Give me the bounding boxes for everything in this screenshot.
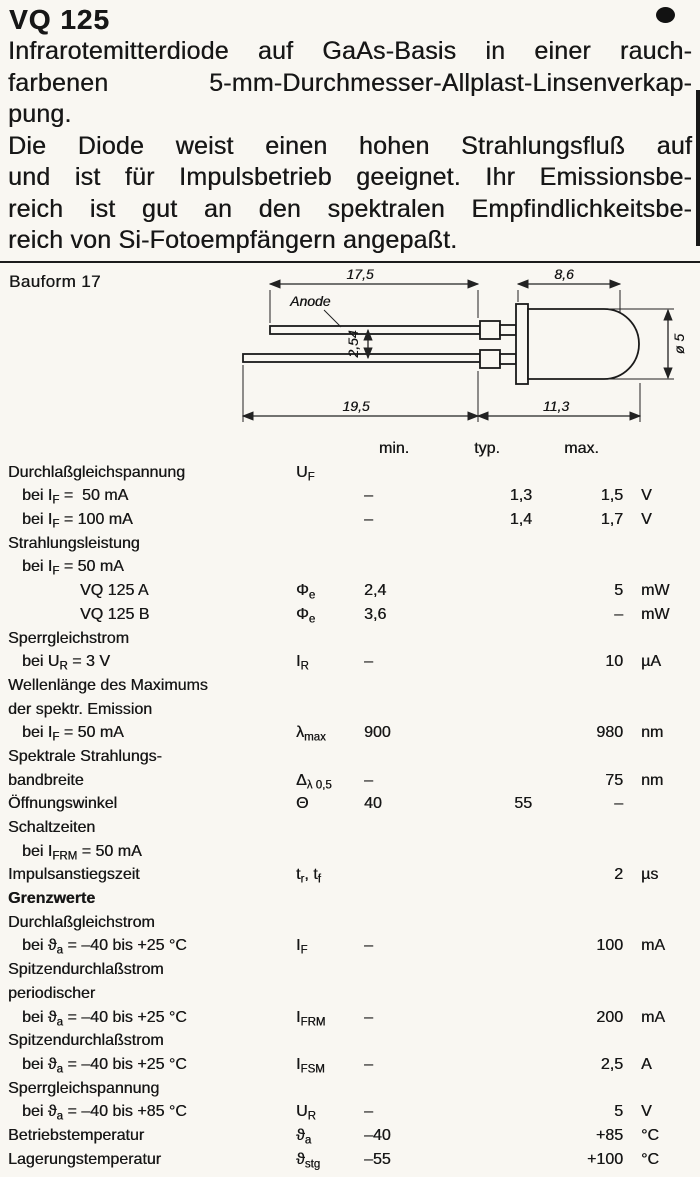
intro-line: reich ist gut an den spektralen Empfindlichkeitsbe- bbox=[8, 194, 692, 223]
dim-11-3: 11,3 bbox=[542, 398, 570, 414]
cell-label: Lagerungstemperatur bbox=[8, 1150, 161, 1168]
cell-typ bbox=[436, 745, 538, 769]
cell-min: – bbox=[364, 511, 373, 529]
spec-table bbox=[0, 437, 700, 1171]
cell-max bbox=[538, 982, 625, 1006]
cell-min: – bbox=[364, 487, 373, 505]
cell-symbol bbox=[290, 627, 352, 651]
cell-typ bbox=[436, 887, 538, 911]
cell-label: bei $ϑ_a = -40$ bis +25 °C bbox=[22, 1008, 187, 1028]
cell-label: bei $I_F = 50$ mA bbox=[22, 558, 124, 578]
cell-symbol bbox=[290, 674, 352, 698]
cell-symbol: $\lambda_{max}$ bbox=[296, 724, 326, 744]
cell-min: – bbox=[364, 1008, 373, 1026]
cell-symbol bbox=[290, 484, 352, 508]
cell-unit bbox=[625, 840, 700, 864]
cell-max bbox=[538, 887, 625, 911]
dim-2-54: 2,54 bbox=[345, 330, 361, 358]
intro-text bbox=[8, 36, 692, 257]
cell-unit: mA bbox=[641, 1008, 665, 1026]
table-row bbox=[0, 1006, 700, 1030]
cell-symbol bbox=[290, 698, 352, 722]
led-body-dome bbox=[528, 309, 639, 379]
cell-min: –40 bbox=[364, 1126, 391, 1144]
column-header-min: min. bbox=[378, 440, 410, 457]
cell-label: Impulsanstiegszeit bbox=[8, 866, 140, 884]
cell-typ bbox=[436, 1077, 538, 1101]
page-title: VQ 125 bbox=[9, 4, 110, 35]
table-row bbox=[0, 745, 700, 769]
cell-min bbox=[352, 745, 436, 769]
cell-symbol: $ϑ_a$ bbox=[296, 1126, 312, 1147]
cell-label: bei $I_F = 50$ mA bbox=[22, 724, 124, 744]
cell-max: 5 bbox=[614, 1103, 623, 1121]
cell-label: Öffnungswinkel bbox=[8, 795, 118, 813]
cell-typ bbox=[436, 674, 538, 698]
cell-max: 1,5 bbox=[600, 487, 623, 505]
cell-max: 100 bbox=[596, 937, 623, 955]
cell-max bbox=[538, 1077, 625, 1101]
flange bbox=[516, 304, 528, 384]
cell-unit: °C bbox=[641, 1126, 659, 1144]
table-row bbox=[0, 555, 700, 579]
table-row bbox=[0, 508, 700, 532]
intro-line: Infrarotemitterdiode auf GaAs-Basis in einer rauch- bbox=[8, 37, 692, 65]
cell-unit: V bbox=[641, 1103, 652, 1121]
cell-max bbox=[538, 1029, 625, 1053]
intro-line: pung. bbox=[8, 100, 72, 128]
cell-unit: µs bbox=[641, 866, 659, 884]
cell-unit: °C bbox=[641, 1150, 659, 1168]
cell-label: Wellenlänge des Maximums bbox=[8, 676, 208, 694]
lead-top bbox=[270, 326, 480, 334]
table-row bbox=[0, 1053, 700, 1077]
cell-typ bbox=[436, 911, 538, 935]
anode-label: Anode bbox=[290, 293, 331, 309]
cell-typ bbox=[436, 1148, 538, 1177]
column-header-unit-spacer bbox=[625, 437, 700, 461]
cell-min: 3,6 bbox=[364, 605, 387, 623]
lead-bottom bbox=[243, 354, 480, 362]
cell-unit bbox=[625, 532, 700, 556]
table-row bbox=[0, 958, 700, 982]
cell-unit: mW bbox=[641, 582, 670, 600]
cell-max: – bbox=[614, 795, 623, 813]
cell-unit bbox=[625, 555, 700, 579]
intro-line: Die Diode weist einen hohen Strahlungsfluß auf bbox=[8, 131, 692, 160]
horizontal-divider bbox=[0, 261, 700, 263]
cell-min: 40 bbox=[364, 795, 382, 813]
cell-max: 200 bbox=[596, 1008, 623, 1026]
cell-max: 2 bbox=[614, 866, 623, 884]
lead-neck-top bbox=[500, 325, 516, 335]
cell-symbol: $U_R$ bbox=[296, 1103, 316, 1123]
cell-symbol bbox=[290, 958, 352, 982]
cell-max bbox=[538, 532, 625, 556]
cell-min: – bbox=[364, 1055, 373, 1073]
cell-unit: A bbox=[641, 1055, 652, 1073]
cell-typ: 1,4 bbox=[509, 511, 532, 529]
cell-label: VQ 125 B bbox=[80, 605, 150, 623]
registration-dot-icon bbox=[656, 7, 675, 23]
cell-max: – bbox=[614, 605, 623, 623]
cell-min: 2,4 bbox=[364, 582, 387, 600]
cell-min: – bbox=[364, 1103, 373, 1121]
cell-unit bbox=[625, 958, 700, 982]
table-row bbox=[0, 1124, 700, 1148]
table-row bbox=[0, 1029, 700, 1053]
cell-symbol: $\Delta_{\lambda 0,5}$ bbox=[296, 771, 332, 792]
cell-label: Sperrgleichspannung bbox=[8, 1079, 160, 1097]
cell-symbol: $I_F$ bbox=[296, 937, 308, 957]
cell-typ bbox=[436, 627, 538, 651]
lead-tab-bottom bbox=[480, 350, 500, 368]
cell-max bbox=[538, 816, 625, 840]
cell-unit bbox=[625, 911, 700, 935]
cell-max bbox=[538, 958, 625, 982]
dim-17-5: 17,5 bbox=[346, 266, 374, 282]
column-header-max: max. bbox=[564, 440, 599, 457]
cell-symbol bbox=[290, 840, 352, 864]
cell-typ bbox=[436, 816, 538, 840]
cell-min bbox=[352, 887, 436, 911]
anode-leader-line bbox=[324, 310, 341, 327]
cell-symbol bbox=[290, 1029, 352, 1053]
cell-min bbox=[352, 1077, 436, 1101]
cell-min: – bbox=[364, 771, 373, 789]
cell-label: bei $ϑ_a = -40$ bis +25 °C bbox=[22, 1055, 187, 1076]
cell-symbol: $I_{FRM}$ bbox=[296, 1008, 326, 1028]
cell-unit bbox=[625, 982, 700, 1006]
cell-typ: 1,3 bbox=[509, 487, 532, 505]
cell-unit bbox=[625, 1029, 700, 1053]
scan-edge-artifact bbox=[696, 90, 700, 246]
cell-label: periodischer bbox=[8, 984, 96, 1002]
cell-unit: V bbox=[641, 487, 652, 505]
cell-label: bei $ϑ_a = -40$ bis +85 °C bbox=[22, 1103, 187, 1123]
cell-max bbox=[538, 840, 625, 864]
intro-line: reich von Si-Fotoempfängern angepaßt. bbox=[8, 226, 458, 254]
cell-min bbox=[352, 958, 436, 982]
cell-symbol bbox=[290, 816, 352, 840]
cell-typ bbox=[436, 1029, 538, 1053]
cell-label: bei $I_F = 100$ mA bbox=[22, 511, 133, 531]
led-technical-drawing bbox=[228, 266, 698, 436]
cell-label: bei $ϑ_a = -40$ bis +25 °C bbox=[22, 937, 187, 957]
cell-symbol: $ϑ_{stg}$ bbox=[296, 1150, 321, 1171]
cell-typ bbox=[436, 958, 538, 982]
cell-unit bbox=[625, 792, 700, 816]
cell-label: bandbreite bbox=[8, 771, 84, 789]
cell-min: 900 bbox=[364, 724, 391, 742]
cell-unit bbox=[625, 698, 700, 722]
bauform-caption: Bauform 17 bbox=[9, 272, 101, 291]
table-row bbox=[0, 1077, 700, 1101]
cell-label: Spitzendurchlaßstrom bbox=[8, 1032, 164, 1050]
intro-line: farbenen 5-mm-Durchmesser-Allplast-Linsenverkap- bbox=[8, 68, 692, 97]
table-row bbox=[0, 840, 700, 864]
cell-unit: V bbox=[641, 511, 652, 529]
dim-diameter: ø 5 bbox=[671, 333, 687, 355]
table-row bbox=[0, 698, 700, 722]
cell-min bbox=[352, 698, 436, 722]
cell-label: bei $I_F = 50$ mA bbox=[22, 487, 129, 507]
cell-typ bbox=[436, 555, 538, 579]
cell-symbol: $\Phi_e$ bbox=[296, 582, 316, 602]
cell-max: 5 bbox=[614, 582, 623, 600]
cell-label: Sperrgleichstrom bbox=[8, 629, 129, 647]
cell-label: Durchlaßgleichspannung bbox=[8, 463, 185, 481]
cell-label: Betriebstemperatur bbox=[8, 1126, 145, 1144]
cell-symbol: $\Phi_e$ bbox=[296, 605, 316, 626]
cell-unit bbox=[625, 887, 700, 911]
table-row bbox=[0, 674, 700, 698]
cell-max: +85 bbox=[595, 1126, 623, 1144]
cell-typ bbox=[436, 698, 538, 722]
cell-unit bbox=[625, 816, 700, 840]
cell-label: bei $U_R = 3$ V bbox=[22, 653, 110, 673]
table-row bbox=[0, 532, 700, 556]
cell-symbol: Θ bbox=[296, 795, 309, 813]
cell-unit: µA bbox=[641, 653, 661, 671]
table-row bbox=[0, 1100, 700, 1124]
cell-max: 2,5 bbox=[600, 1055, 623, 1073]
table-header-row bbox=[0, 437, 700, 461]
cell-max: 75 bbox=[605, 771, 623, 789]
cell-unit: mW bbox=[641, 605, 670, 623]
cell-typ bbox=[436, 982, 538, 1006]
table-row bbox=[0, 461, 700, 485]
table-row bbox=[0, 934, 700, 958]
intro-line: und ist für Impulsbetrieb geeignet. Ihr Emissionsbe- bbox=[8, 163, 692, 191]
cell-min bbox=[352, 816, 436, 840]
cell-unit: mA bbox=[641, 937, 665, 955]
cell-max: +100 bbox=[586, 1150, 623, 1168]
cell-unit bbox=[625, 627, 700, 651]
spec-rows bbox=[0, 461, 700, 1172]
cell-max bbox=[538, 627, 625, 651]
cell-symbol: $I_R$ bbox=[296, 653, 309, 673]
cell-symbol bbox=[290, 532, 352, 556]
table-row bbox=[0, 863, 700, 887]
cell-unit bbox=[625, 1077, 700, 1101]
cell-min bbox=[352, 532, 436, 556]
cell-label: der spektr. Emission bbox=[8, 700, 153, 718]
table-section-title bbox=[0, 437, 352, 461]
cell-typ bbox=[436, 840, 538, 864]
cell-min bbox=[352, 674, 436, 698]
table-row bbox=[0, 982, 700, 1006]
cell-symbol bbox=[290, 745, 352, 769]
cell-unit bbox=[625, 745, 700, 769]
table-row bbox=[0, 721, 700, 745]
cell-symbol bbox=[290, 1077, 352, 1101]
cell-label: bei $I_{FRM} = 50$ mA bbox=[22, 842, 142, 863]
cell-min: –55 bbox=[364, 1150, 391, 1168]
cell-max bbox=[538, 555, 625, 579]
cell-min bbox=[352, 840, 436, 864]
cell-max bbox=[538, 698, 625, 722]
cell-label: Schaltzeiten bbox=[8, 819, 96, 836]
cell-symbol bbox=[290, 508, 352, 532]
dim-19-5: 19,5 bbox=[342, 398, 370, 414]
table-row bbox=[0, 650, 700, 674]
table-row bbox=[0, 769, 700, 793]
cell-label: Spitzendurchlaßstrom bbox=[8, 961, 164, 979]
cell-max bbox=[538, 911, 625, 935]
dim-8-6: 8,6 bbox=[554, 266, 574, 282]
table-row bbox=[0, 1148, 700, 1172]
cell-symbol bbox=[290, 555, 352, 579]
table-row bbox=[0, 603, 700, 627]
cell-label: Strahlungsleistung bbox=[8, 534, 140, 552]
cell-typ: 55 bbox=[514, 795, 532, 813]
cell-min bbox=[352, 1029, 436, 1053]
table-row bbox=[0, 484, 700, 508]
cell-typ bbox=[436, 532, 538, 556]
cell-unit: nm bbox=[641, 771, 664, 789]
cell-label: Durchlaßgleichstrom bbox=[8, 913, 155, 931]
cell-min: – bbox=[364, 937, 373, 955]
table-row bbox=[0, 792, 700, 816]
cell-min bbox=[352, 555, 436, 579]
cell-max bbox=[538, 745, 625, 769]
cell-unit bbox=[625, 674, 700, 698]
cell-label: VQ 125 A bbox=[80, 582, 149, 600]
cell-symbol bbox=[290, 911, 352, 935]
cell-max bbox=[538, 674, 625, 698]
cell-min bbox=[352, 911, 436, 935]
lead-tab-top bbox=[480, 321, 500, 339]
cell-max: 980 bbox=[596, 724, 623, 742]
cell-unit: nm bbox=[641, 724, 664, 742]
cell-symbol: $I_{FSM}$ bbox=[296, 1055, 325, 1076]
cell-symbol: $t_r$, $t_f$ bbox=[296, 866, 321, 886]
column-header-typ: typ. bbox=[474, 440, 500, 457]
cell-max: 10 bbox=[605, 653, 623, 671]
cell-symbol bbox=[290, 982, 352, 1006]
table-row bbox=[0, 911, 700, 935]
cell-symbol: $U_F$ bbox=[296, 463, 315, 484]
lead-neck-bottom bbox=[500, 354, 516, 364]
table-row bbox=[0, 887, 700, 911]
cell-label: Grenzwerte bbox=[8, 890, 96, 908]
cell-min bbox=[352, 982, 436, 1006]
cell-min bbox=[352, 627, 436, 651]
table-row bbox=[0, 579, 700, 603]
table-row bbox=[0, 627, 700, 651]
cell-max: 1,7 bbox=[600, 511, 623, 529]
table-row bbox=[0, 816, 700, 840]
cell-min: – bbox=[364, 653, 373, 671]
cell-symbol bbox=[290, 887, 352, 911]
cell-label: Spektrale Strahlungs- bbox=[8, 747, 162, 765]
